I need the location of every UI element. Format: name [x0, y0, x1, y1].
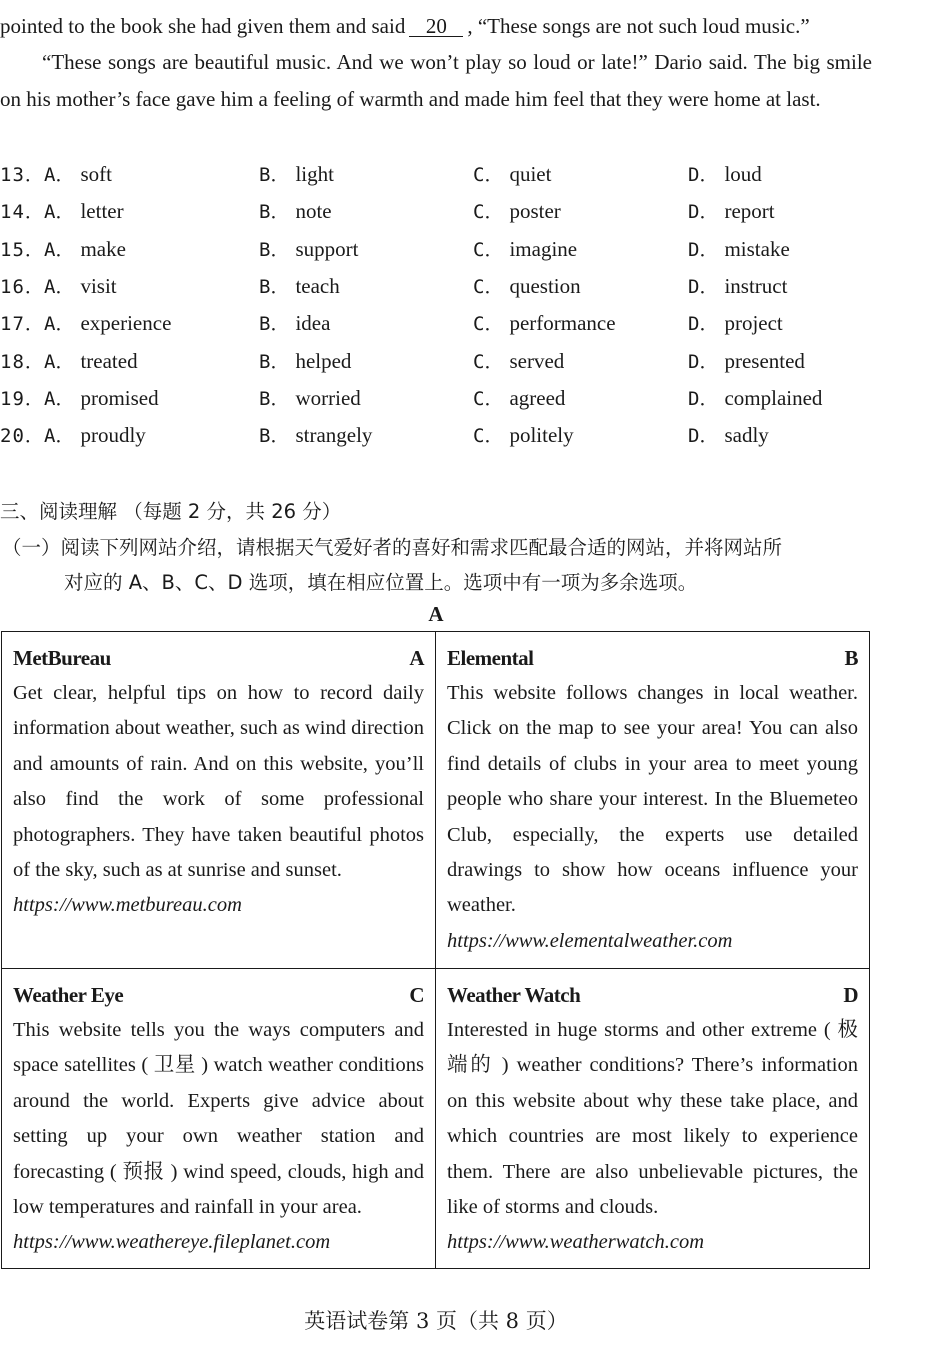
option-text: experience	[80, 311, 172, 336]
option-letter: B．	[259, 387, 290, 410]
option-letter: A．	[44, 350, 75, 373]
option-text: served	[509, 348, 565, 373]
passage-first-line	[0, 14, 810, 39]
option-text: treated	[80, 348, 138, 373]
question-row	[0, 197, 900, 234]
option-letter: D．	[688, 313, 719, 336]
answer-option	[473, 197, 561, 224]
website-name: MetBureau	[13, 646, 111, 670]
option-letter: B．	[259, 201, 290, 224]
answer-option	[44, 272, 117, 299]
answer-option	[473, 384, 565, 411]
answer-option	[44, 160, 112, 187]
website-card-b	[436, 632, 869, 969]
option-letter: D．	[688, 425, 719, 448]
part-label: A	[428, 602, 444, 626]
answer-option	[44, 197, 124, 224]
option-text: instruct	[724, 273, 788, 298]
answer-option	[688, 272, 787, 299]
question-row	[0, 421, 900, 458]
answer-option	[688, 309, 783, 336]
passage-paragraph	[0, 44, 872, 118]
answer-option	[688, 160, 762, 187]
option-text: agreed	[509, 385, 566, 410]
option-letter: C．	[473, 350, 504, 373]
option-letter: A．	[44, 313, 75, 336]
passage-text-before-blank: pointed to the book she had given them and said	[0, 14, 406, 38]
option-text: complained	[724, 385, 823, 410]
option-letter: B．	[259, 164, 290, 186]
website-description: Interested in huge storms and other extreme ( 极端的 ) weather conditions? There’s information on this website about why these take place, and which countries are most likely to experience them. There are also unbelievable pictures, the like of storms and clouds.	[447, 1019, 858, 1219]
option-text: quiet	[509, 162, 552, 186]
answer-option	[473, 160, 551, 187]
question-number: 20．	[0, 425, 45, 448]
section-title: 三、阅读理解 （每题 2 分，共 26 分）	[0, 500, 342, 523]
option-text: helped	[295, 348, 352, 373]
option-letter: C．	[473, 387, 504, 410]
answer-option	[259, 272, 340, 299]
website-name: Weather Eye	[13, 983, 124, 1007]
question-row	[0, 272, 900, 309]
option-text: letter	[80, 199, 124, 224]
option-text: mistake	[724, 236, 790, 261]
option-letter: C．	[473, 201, 504, 224]
option-letter: A．	[44, 275, 75, 298]
answer-option	[688, 384, 822, 411]
question-row	[0, 235, 900, 272]
option-text: imagine	[509, 236, 578, 261]
question-row	[0, 309, 900, 346]
option-text: worried	[295, 385, 361, 410]
option-letter: C．	[473, 275, 504, 298]
answer-option	[473, 347, 564, 374]
option-letter: D．	[688, 164, 719, 186]
question-number: 15．	[0, 238, 45, 261]
website-letter: B	[844, 646, 858, 670]
answer-option	[44, 421, 146, 448]
instruction-line-1: （一）阅读下列网站介绍，请根据天气爱好者的喜好和需求匹配最合适的网站，并将网站所	[2, 536, 783, 559]
option-letter: A．	[44, 238, 75, 261]
answer-option	[259, 421, 372, 448]
option-letter: B．	[259, 275, 290, 298]
question-row	[0, 384, 900, 421]
option-text: performance	[509, 311, 616, 336]
option-letter: C．	[473, 425, 504, 448]
answer-option	[473, 421, 574, 448]
answer-option	[259, 309, 330, 336]
option-text: teach	[295, 273, 340, 298]
option-letter: A．	[44, 164, 75, 186]
website-letter: C	[409, 983, 424, 1007]
option-text: promised	[80, 385, 159, 410]
option-text: report	[724, 199, 775, 224]
answer-option	[473, 235, 577, 262]
question-number: 13．	[0, 164, 45, 186]
option-letter: B．	[259, 425, 290, 448]
website-url: https://www.weatherwatch.com	[447, 1231, 705, 1254]
answer-option	[259, 160, 334, 187]
website-name: Elemental	[447, 646, 534, 670]
website-description: This website follows changes in local weather. Click on the map to see your area! You can also find details of clubs in your area to meet young people who share your interest. In the Bluemeteo Club, especially, the experts use detailed drawings to show how oceans influence your weather.	[447, 682, 858, 917]
option-text: make	[80, 236, 126, 261]
website-url: https://www.elementalweather.com	[447, 929, 733, 952]
option-text: question	[509, 273, 581, 298]
option-letter: B．	[259, 350, 290, 373]
website-description: Get clear, helpful tips on how to record daily information about weather, such as wind direction and amounts of rain. And on this website, you’ll also find the work of some professional photographers. They have taken beautiful photos of the sky, such as at sunrise and sunset.	[13, 682, 424, 882]
option-letter: D．	[688, 201, 719, 224]
option-letter: D．	[688, 387, 719, 410]
option-letter: D．	[688, 350, 719, 373]
question-number: 17．	[0, 313, 45, 336]
option-letter: D．	[688, 275, 719, 298]
option-text: idea	[295, 311, 331, 336]
blank-20: 20	[409, 16, 463, 37]
answer-option	[688, 347, 805, 374]
website-url: https://www.metbureau.com	[13, 894, 242, 917]
website-letter: A	[409, 646, 424, 670]
answer-option	[259, 347, 351, 374]
answer-option	[44, 309, 171, 336]
option-text: sadly	[724, 423, 769, 448]
website-url: https://www.weathereye.fileplanet.com	[13, 1231, 331, 1254]
answer-option	[44, 235, 126, 262]
option-letter: D．	[688, 238, 719, 261]
option-text: poster	[509, 199, 561, 224]
answer-option	[259, 235, 358, 262]
question-number: 19．	[0, 387, 45, 410]
option-text: strangely	[295, 423, 373, 448]
answer-option	[688, 235, 790, 262]
answer-option	[44, 384, 159, 411]
website-letter: D	[843, 983, 858, 1007]
option-letter: C．	[473, 164, 504, 186]
option-text: support	[295, 236, 359, 261]
question-number: 16．	[0, 275, 45, 298]
question-number: 18．	[0, 350, 45, 373]
option-text: visit	[80, 273, 117, 298]
website-grid	[1, 631, 870, 1269]
website-card-d	[436, 969, 869, 1268]
question-row	[0, 160, 900, 197]
passage-text-after-blank: , “These songs are not such loud music.”	[467, 14, 810, 38]
question-number: 14．	[0, 201, 45, 224]
option-letter: C．	[473, 238, 504, 261]
website-card-a	[2, 632, 436, 969]
option-text: loud	[724, 162, 762, 186]
website-card-c	[2, 969, 436, 1268]
option-text: proudly	[80, 423, 146, 448]
answer-option	[688, 421, 769, 448]
option-text: note	[295, 199, 332, 224]
answer-option	[473, 272, 581, 299]
option-letter: A．	[44, 387, 75, 410]
option-text: politely	[509, 423, 574, 448]
answer-option	[259, 384, 361, 411]
answer-option	[688, 197, 775, 224]
answer-option	[44, 347, 138, 374]
answer-option	[259, 197, 332, 224]
page-footer: 英语试卷第 3 页（共 8 页）	[304, 1309, 568, 1333]
option-letter: C．	[473, 313, 504, 336]
option-text: project	[724, 311, 783, 336]
passage-paragraph-text: “These songs are beautiful music. And we won’t play so loud or late!” Dario said. The big smile on his mother’s face gave him a feeling of warmth and made him feel that they were home at last.	[0, 50, 872, 111]
answer-option	[473, 309, 616, 336]
website-name: Weather Watch	[447, 983, 581, 1007]
instruction-line-2: 对应的 A、B、C、D 选项，填在相应位置上。选项中有一项为多余选项。	[64, 571, 698, 594]
website-description: This website tells you the ways computers and space satellites ( 卫星 ) watch weather conditions around the world. Experts give advice about setting up your own weather station and forecasting ( 预报 ) wind speed, clouds, high and low temperatures and rainfall in your area.	[13, 1019, 424, 1219]
option-text: presented	[724, 348, 805, 373]
option-letter: A．	[44, 201, 75, 224]
question-row	[0, 347, 900, 384]
option-text: soft	[80, 162, 112, 186]
option-letter: B．	[259, 313, 290, 336]
option-text: light	[295, 162, 334, 186]
option-letter: A．	[44, 425, 75, 448]
option-letter: B．	[259, 238, 290, 261]
